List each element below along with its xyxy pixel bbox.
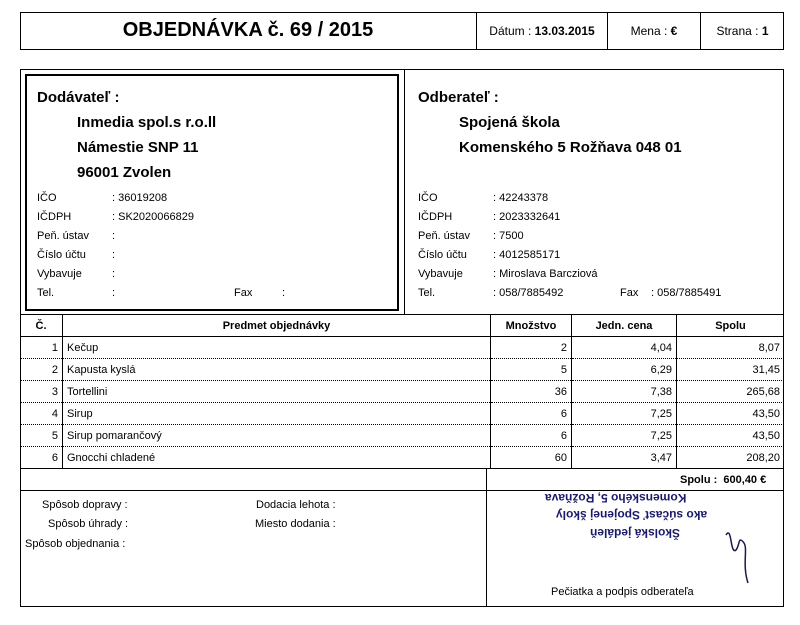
customer-contact-value: : Miroslava Barcziová bbox=[493, 268, 598, 280]
sum-value: 600,40 € bbox=[723, 474, 767, 486]
row-price: 7,25 bbox=[572, 403, 677, 425]
order-method-label: Spôsob objednania : bbox=[25, 538, 126, 550]
row-no: 3 bbox=[20, 381, 63, 403]
table-row bbox=[20, 337, 784, 359]
row-total: 43,50 bbox=[677, 403, 785, 425]
customer-tel-label: Tel. bbox=[418, 287, 436, 299]
customer-account-label: Číslo účtu bbox=[418, 249, 467, 261]
supplier-fax-label: Fax bbox=[234, 287, 253, 299]
col-item: Predmet objednávky bbox=[63, 315, 491, 337]
row-item: Sirup pomarančový bbox=[63, 425, 491, 447]
supplier-bank-label: Peň. ústav bbox=[37, 230, 89, 242]
stamp-line-2: ako súčasť Spojenej školy bbox=[556, 508, 708, 522]
col-qty: Množstvo bbox=[491, 315, 572, 337]
sum-label: Spolu : bbox=[680, 474, 718, 486]
row-qty: 60 bbox=[491, 447, 572, 469]
row-total: 265,68 bbox=[677, 381, 785, 403]
currency-label: Mena : bbox=[630, 24, 668, 38]
supplier-fax-value: : bbox=[282, 287, 286, 299]
table-row bbox=[20, 381, 784, 403]
row-total: 43,50 bbox=[677, 425, 785, 447]
row-total: 8,07 bbox=[677, 337, 785, 359]
row-price: 4,04 bbox=[572, 337, 677, 359]
row-qty: 6 bbox=[491, 403, 572, 425]
customer-icdph-value: : 2023332641 bbox=[493, 211, 561, 223]
delivery-term-label: Dodacia lehota : bbox=[256, 499, 336, 511]
row-item: Sirup bbox=[63, 403, 491, 425]
row-no: 4 bbox=[20, 403, 63, 425]
date-cell bbox=[477, 14, 607, 48]
sum-row bbox=[680, 474, 766, 486]
supplier-ico-label: IČO bbox=[37, 192, 57, 204]
stamp-line-3: Komenského 5, Rožňava bbox=[545, 491, 687, 505]
date-value: 13.03.2015 bbox=[534, 24, 595, 38]
customer-address: Komenského 5 Rožňava 048 01 bbox=[459, 139, 682, 156]
row-price: 3,47 bbox=[572, 447, 677, 469]
currency-cell bbox=[608, 14, 700, 48]
supplier-name: Inmedia spol.s r.o.ll bbox=[77, 114, 217, 131]
customer-fax-label: Fax bbox=[620, 287, 639, 299]
customer-ico-value: : 42243378 bbox=[493, 192, 549, 204]
row-item: Tortellini bbox=[63, 381, 491, 403]
supplier-icdph-value: : SK2020066829 bbox=[112, 211, 194, 223]
currency-value: € bbox=[670, 24, 678, 38]
customer-bank-label: Peň. ústav bbox=[418, 230, 470, 242]
table-row bbox=[20, 359, 784, 381]
supplier-city: 96001 Zvolen bbox=[77, 164, 172, 181]
supplier-heading: Dodávateľ : bbox=[37, 89, 120, 106]
table-header-row bbox=[20, 315, 784, 337]
items-table bbox=[20, 315, 784, 469]
col-price: Jedn. cena bbox=[572, 315, 677, 337]
order-title: OBJEDNÁVKA č. 69 / 2015 bbox=[122, 18, 374, 41]
customer-account-value: : 4012585171 bbox=[493, 249, 561, 261]
supplier-ico-value: : 36019208 bbox=[112, 192, 168, 204]
transport-label: Spôsob dopravy : bbox=[42, 499, 128, 511]
table-row bbox=[20, 425, 784, 447]
row-no: 1 bbox=[20, 337, 63, 359]
supplier-contact-label: Vybavuje bbox=[37, 268, 82, 280]
supplier-account-label: Číslo účtu bbox=[37, 249, 86, 261]
row-no: 2 bbox=[20, 359, 63, 381]
page-label: Strana : bbox=[716, 24, 759, 38]
table-row bbox=[20, 403, 784, 425]
row-price: 7,25 bbox=[572, 425, 677, 447]
table-row bbox=[20, 447, 784, 469]
date-label: Dátum : bbox=[489, 24, 532, 38]
row-total: 208,20 bbox=[677, 447, 785, 469]
stamp-line-1: Školská jedáleň bbox=[590, 526, 681, 540]
signature-icon bbox=[718, 505, 758, 585]
row-item: Kečup bbox=[63, 337, 491, 359]
row-qty: 6 bbox=[491, 425, 572, 447]
row-total: 31,45 bbox=[677, 359, 785, 381]
supplier-icdph-label: IČDPH bbox=[37, 211, 72, 223]
customer-tel-value: : 058/7885492 bbox=[493, 287, 564, 299]
delivery-place-label: Miesto dodania : bbox=[255, 518, 336, 530]
signature-label: Pečiatka a podpis odberateľa bbox=[551, 586, 694, 598]
row-item: Kapusta kyslá bbox=[63, 359, 491, 381]
row-no: 6 bbox=[20, 447, 63, 469]
row-qty: 2 bbox=[491, 337, 572, 359]
customer-bank-value: : 7500 bbox=[493, 230, 524, 242]
supplier-tel-label: Tel. bbox=[37, 287, 55, 299]
supplier-account-value: : bbox=[112, 249, 116, 261]
row-price: 7,38 bbox=[572, 381, 677, 403]
page-cell bbox=[701, 14, 784, 48]
customer-heading: Odberateľ : bbox=[418, 89, 499, 106]
supplier-tel-value: : bbox=[112, 287, 116, 299]
col-total: Spolu bbox=[677, 315, 785, 337]
row-item: Gnocchi chladené bbox=[63, 447, 491, 469]
row-qty: 5 bbox=[491, 359, 572, 381]
page-value: 1 bbox=[761, 24, 769, 38]
supplier-bank-value: : bbox=[112, 230, 116, 242]
supplier-contact-value: : bbox=[112, 268, 116, 280]
payment-label: Spôsob úhrady : bbox=[48, 518, 129, 530]
customer-icdph-label: IČDPH bbox=[418, 211, 453, 223]
supplier-street: Námestie SNP 11 bbox=[77, 139, 199, 156]
row-price: 6,29 bbox=[572, 359, 677, 381]
customer-contact-label: Vybavuje bbox=[418, 268, 463, 280]
row-qty: 36 bbox=[491, 381, 572, 403]
row-no: 5 bbox=[20, 425, 63, 447]
customer-fax-value: : 058/7885491 bbox=[651, 287, 722, 299]
customer-ico-label: IČO bbox=[418, 192, 438, 204]
col-no: Č. bbox=[20, 315, 63, 337]
customer-name: Spojená škola bbox=[459, 114, 560, 131]
